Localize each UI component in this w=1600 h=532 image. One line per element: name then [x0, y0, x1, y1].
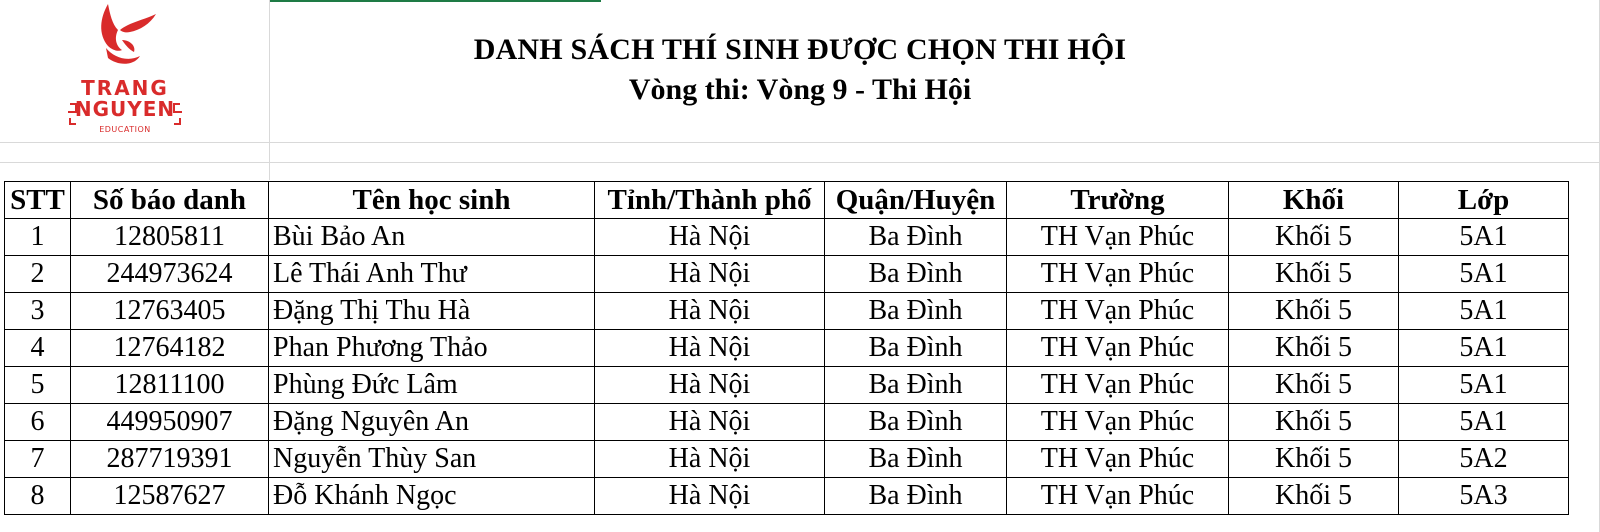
cell-lop: 5A1: [1399, 219, 1569, 256]
cell-quan-huyen: Ba Đình: [825, 367, 1007, 404]
cell-truong: TH Vạn Phúc: [1007, 478, 1229, 515]
column-header-khoi: Khối: [1229, 182, 1399, 219]
document-header: [270, 30, 1330, 110]
cell-ten-hoc-sinh: Đỗ Khánh Ngọc: [269, 478, 595, 515]
cell-stt: 1: [5, 219, 71, 256]
cell-tinh-thanh-pho: Hà Nội: [595, 478, 825, 515]
cell-truong: TH Vạn Phúc: [1007, 256, 1229, 293]
table-row: [5, 219, 1569, 256]
table-header-row: [5, 182, 1569, 219]
cell-truong: TH Vạn Phúc: [1007, 404, 1229, 441]
cell-truong: TH Vạn Phúc: [1007, 367, 1229, 404]
cell-stt: 7: [5, 441, 71, 478]
trang-nguyen-logo: [60, 0, 190, 142]
cell-so-bao-danh: 244973624: [71, 256, 269, 293]
table-row: [5, 330, 1569, 367]
bird-emblem-icon: [60, 0, 190, 142]
cell-stt: 3: [5, 293, 71, 330]
cell-ten-hoc-sinh: Đặng Nguyên An: [269, 404, 595, 441]
cell-khoi: Khối 5: [1229, 256, 1399, 293]
column-header-so-bao-danh: Số báo danh: [71, 182, 269, 219]
cell-khoi: Khối 5: [1229, 441, 1399, 478]
cell-truong: TH Vạn Phúc: [1007, 330, 1229, 367]
cell-so-bao-danh: 12587627: [71, 478, 269, 515]
cell-quan-huyen: Ba Đình: [825, 478, 1007, 515]
cell-ten-hoc-sinh: Nguyễn Thùy San: [269, 441, 595, 478]
gridline: [0, 162, 1600, 163]
cell-truong: TH Vạn Phúc: [1007, 293, 1229, 330]
cell-tinh-thanh-pho: Hà Nội: [595, 441, 825, 478]
cell-ten-hoc-sinh: Lê Thái Anh Thư: [269, 256, 595, 293]
cell-tinh-thanh-pho: Hà Nội: [595, 293, 825, 330]
cell-stt: 5: [5, 367, 71, 404]
cell-tinh-thanh-pho: Hà Nội: [595, 404, 825, 441]
cell-so-bao-danh: 12811100: [71, 367, 269, 404]
table-row: [5, 367, 1569, 404]
candidate-table: [4, 181, 1569, 515]
cell-stt: 4: [5, 330, 71, 367]
cell-lop: 5A1: [1399, 367, 1569, 404]
selected-cell-indicator: [270, 0, 601, 2]
column-header-ten-hoc-sinh: Tên học sinh: [269, 182, 595, 219]
cell-so-bao-danh: 12805811: [71, 219, 269, 256]
column-header-lop: Lớp: [1399, 182, 1569, 219]
cell-quan-huyen: Ba Đình: [825, 219, 1007, 256]
column-header-tinh-thanh-pho: Tỉnh/Thành phố: [595, 182, 825, 219]
cell-khoi: Khối 5: [1229, 219, 1399, 256]
cell-lop: 5A1: [1399, 404, 1569, 441]
cell-khoi: Khối 5: [1229, 367, 1399, 404]
cell-quan-huyen: Ba Đình: [825, 293, 1007, 330]
cell-lop: 5A3: [1399, 478, 1569, 515]
cell-khoi: Khối 5: [1229, 404, 1399, 441]
cell-lop: 5A1: [1399, 330, 1569, 367]
cell-quan-huyen: Ba Đình: [825, 330, 1007, 367]
cell-tinh-thanh-pho: Hà Nội: [595, 256, 825, 293]
cell-quan-huyen: Ba Đình: [825, 404, 1007, 441]
cell-stt: 2: [5, 256, 71, 293]
logo-text-line2: NGUYEN: [74, 97, 176, 121]
cell-ten-hoc-sinh: Phan Phương Thảo: [269, 330, 595, 367]
cell-stt: 8: [5, 478, 71, 515]
table-row: [5, 478, 1569, 515]
gridline: [0, 142, 1600, 143]
cell-tinh-thanh-pho: Hà Nội: [595, 367, 825, 404]
cell-lop: 5A1: [1399, 293, 1569, 330]
page-title: DANH SÁCH THÍ SINH ĐƯỢC CHỌN THI HỘI: [473, 33, 1127, 66]
column-header-quan-huyen: Quận/Huyện: [825, 182, 1007, 219]
cell-quan-huyen: Ba Đình: [825, 256, 1007, 293]
cell-quan-huyen: Ba Đình: [825, 441, 1007, 478]
table-row: [5, 293, 1569, 330]
table-row: [5, 441, 1569, 478]
cell-khoi: Khối 5: [1229, 330, 1399, 367]
cell-ten-hoc-sinh: Đặng Thị Thu Hà: [269, 293, 595, 330]
logo-text-line3: EDUCATION: [99, 125, 151, 134]
cell-khoi: Khối 5: [1229, 293, 1399, 330]
cell-khoi: Khối 5: [1229, 478, 1399, 515]
cell-ten-hoc-sinh: Bùi Bảo An: [269, 219, 595, 256]
cell-so-bao-danh: 287719391: [71, 441, 269, 478]
logo-text-line1: TRANG: [81, 76, 169, 100]
cell-tinh-thanh-pho: Hà Nội: [595, 330, 825, 367]
column-header-truong: Trường: [1007, 182, 1229, 219]
page-subtitle: Vòng thi: Vòng 9 - Thi Hội: [628, 73, 972, 106]
cell-lop: 5A1: [1399, 256, 1569, 293]
cell-ten-hoc-sinh: Phùng Đức Lâm: [269, 367, 595, 404]
table-row: [5, 404, 1569, 441]
column-header-stt: STT: [5, 182, 71, 219]
cell-stt: 6: [5, 404, 71, 441]
table-row: [5, 256, 1569, 293]
cell-so-bao-danh: 449950907: [71, 404, 269, 441]
cell-truong: TH Vạn Phúc: [1007, 219, 1229, 256]
cell-so-bao-danh: 12764182: [71, 330, 269, 367]
cell-truong: TH Vạn Phúc: [1007, 441, 1229, 478]
cell-so-bao-danh: 12763405: [71, 293, 269, 330]
cell-tinh-thanh-pho: Hà Nội: [595, 219, 825, 256]
cell-lop: 5A2: [1399, 441, 1569, 478]
